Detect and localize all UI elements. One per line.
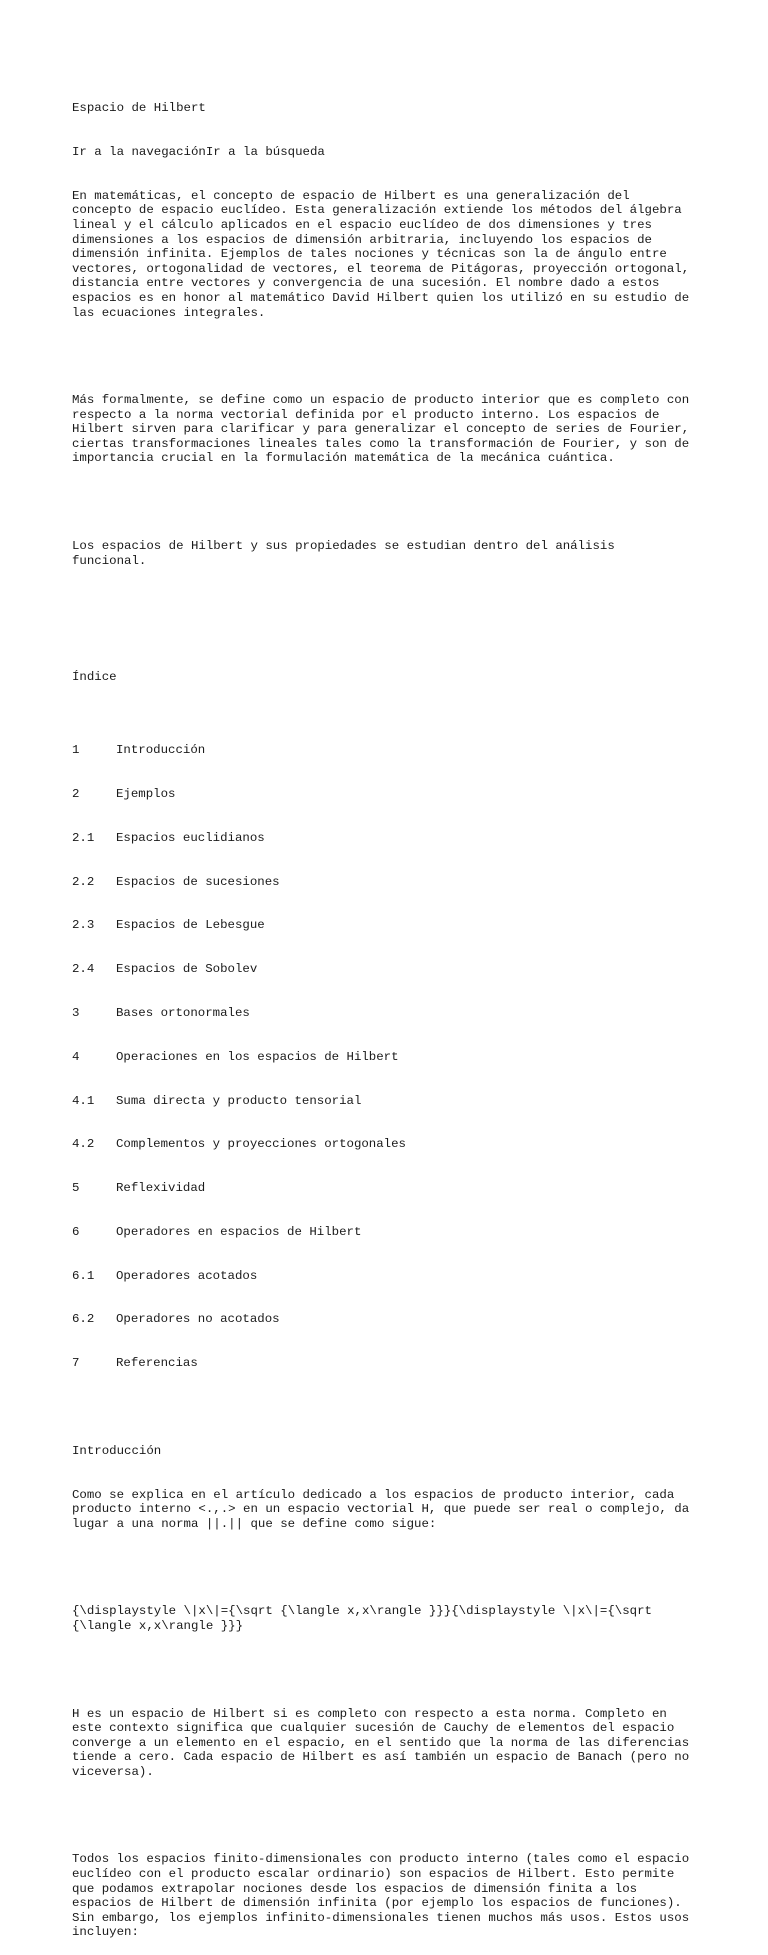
- toc-label[interactable]: Operadores acotados: [116, 1268, 258, 1283]
- toc-number: 2.4: [72, 962, 95, 977]
- toc-label[interactable]: Operaciones en los espacios de Hilbert: [116, 1049, 399, 1064]
- toc-number: 2.1: [72, 830, 95, 845]
- toc-item[interactable]: [72, 1269, 712, 1284]
- toc-heading: Índice: [72, 670, 117, 685]
- toc-number: 7: [72, 1356, 80, 1371]
- toc-label[interactable]: Espacios de sucesiones: [116, 874, 280, 889]
- section-paragraph-2: H es un espacio de Hilbert si es completo con respecto a esta norma. Completo en este contexto significa que cualquier sucesión de Cauchy de elementos del espacio converge a un elemento en el espacio, en el sentido que la norma de las diferencias tiende a cero. Cada espacio de Hilbert es así también un espacio de Banach (pero no viceversa).: [72, 1706, 690, 1779]
- toc-label[interactable]: Operadores en espacios de Hilbert: [116, 1224, 362, 1239]
- toc-label[interactable]: Espacios de Sobolev: [116, 962, 258, 977]
- toc-item[interactable]: [72, 1137, 712, 1152]
- toc-label[interactable]: Espacios de Lebesgue: [116, 918, 265, 933]
- toc-item[interactable]: [72, 1356, 712, 1371]
- toc-number: 3: [72, 1006, 80, 1020]
- toc-item[interactable]: [72, 1225, 712, 1240]
- toc-number: 4.2: [72, 1137, 95, 1152]
- toc-item[interactable]: [72, 875, 712, 890]
- toc-number: 4: [72, 1049, 80, 1064]
- toc-label[interactable]: Reflexividad: [116, 1181, 206, 1196]
- toc-item[interactable]: [72, 1094, 712, 1109]
- section-paragraph-3: Todos los espacios finito-dimensionales con producto interno (tales como el espacio euclídeo con el producto escalar ordinario) son espacios de Hilbert. Esto permite que podamos extrapolar nociones desde los espacios de dimensión finita a los espacios de Hilbert de dimensión infinita (por ejemplo los espacios de funciones). Sin embargo, los ejemplos infinito-dimensionales tienen muchos más usos. Estos usos incluyen:: [72, 1852, 690, 1940]
- page-title: Espacio de Hilbert: [72, 101, 206, 116]
- document-page: [72, 72, 712, 1955]
- toc-number: 2.3: [72, 918, 95, 933]
- toc-item[interactable]: [72, 831, 712, 846]
- intro-paragraph-1: En matemáticas, el concepto de espacio de Hilbert es una generalización del concepto de espacio euclídeo. Esta generalización extiende los métodos del álgebra lineal y el cálculo aplicados en el espacio euclídeo de dos dimensiones y tres dimensiones a los espacios de dimensión arbitraria, incluyendo los espacios de dimensión infinita. Ejemplos de tales nociones y técnicas son la de ángulo entre vectores, ortogonalidad de vectores, el teorema de Pitágoras, proyección ortogonal, distancia entre vectores y convergencia de una sucesión. El nombre dado a estos espacios es en honor al matemático David Hilbert quien los utilizó en su estudio de las ecuaciones integrales.: [72, 188, 690, 320]
- toc-number: 5: [72, 1181, 80, 1196]
- toc-label[interactable]: Bases ortonormales: [116, 1006, 250, 1020]
- section-paragraph-1: Como se explica en el artículo dedicado a los espacios de producto interior, cada producto interno <.,.> en un espacio vectorial H, que puede ser real o complejo, da lugar a una norma ||.|| que se define como sigue:: [72, 1487, 690, 1531]
- toc-label[interactable]: Ejemplos: [116, 787, 176, 802]
- toc-item[interactable]: [72, 918, 712, 933]
- toc-label[interactable]: Suma directa y producto tensorial: [116, 1093, 362, 1108]
- toc-item[interactable]: [72, 787, 712, 802]
- nav-links[interactable]: Ir a la navegaciónIr a la búsqueda: [72, 144, 325, 159]
- toc-label[interactable]: Operadores no acotados: [116, 1312, 280, 1327]
- intro-paragraph-3: Los espacios de Hilbert y sus propiedades se estudian dentro del análisis funcional.: [72, 539, 615, 568]
- section-heading-introduccion: Introducción: [72, 1443, 162, 1458]
- toc-label[interactable]: Referencias: [116, 1356, 198, 1371]
- toc-label[interactable]: Introducción: [116, 743, 206, 758]
- toc-item[interactable]: [72, 962, 712, 977]
- toc-number: 6.2: [72, 1312, 95, 1327]
- toc-number: 4.1: [72, 1093, 95, 1108]
- toc-item[interactable]: [72, 1181, 712, 1196]
- toc-item[interactable]: [72, 1050, 712, 1065]
- toc-number: 6: [72, 1224, 80, 1239]
- toc-number: 2: [72, 787, 80, 802]
- intro-paragraph-2: Más formalmente, se define como un espacio de producto interior que es completo con respecto a la norma vectorial definida por el producto interno. Los espacios de Hilbert sirven para clarificar y para generalizar el concepto de series de Fourier, ciertas transformaciones lineales tales como la transformación de Fourier, y son de importancia crucial en la formulación matemática de la mecánica cuántica.: [72, 393, 690, 466]
- toc-item[interactable]: [72, 1006, 712, 1021]
- toc-number: 1: [72, 743, 80, 758]
- toc-item[interactable]: [72, 1312, 712, 1327]
- toc-number: 2.2: [72, 874, 95, 889]
- math-formula: {\displaystyle \|x\|={\sqrt {\langle x,x\rangle }}}{\displaystyle \|x\|={\sqrt {\langle x,x\rangle }}}: [72, 1604, 652, 1633]
- toc-item[interactable]: [72, 743, 712, 758]
- toc-label[interactable]: Espacios euclidianos: [116, 830, 265, 845]
- table-of-contents: [72, 714, 712, 1400]
- toc-number: 6.1: [72, 1268, 95, 1283]
- toc-label[interactable]: Complementos y proyecciones ortogonales: [116, 1137, 406, 1152]
